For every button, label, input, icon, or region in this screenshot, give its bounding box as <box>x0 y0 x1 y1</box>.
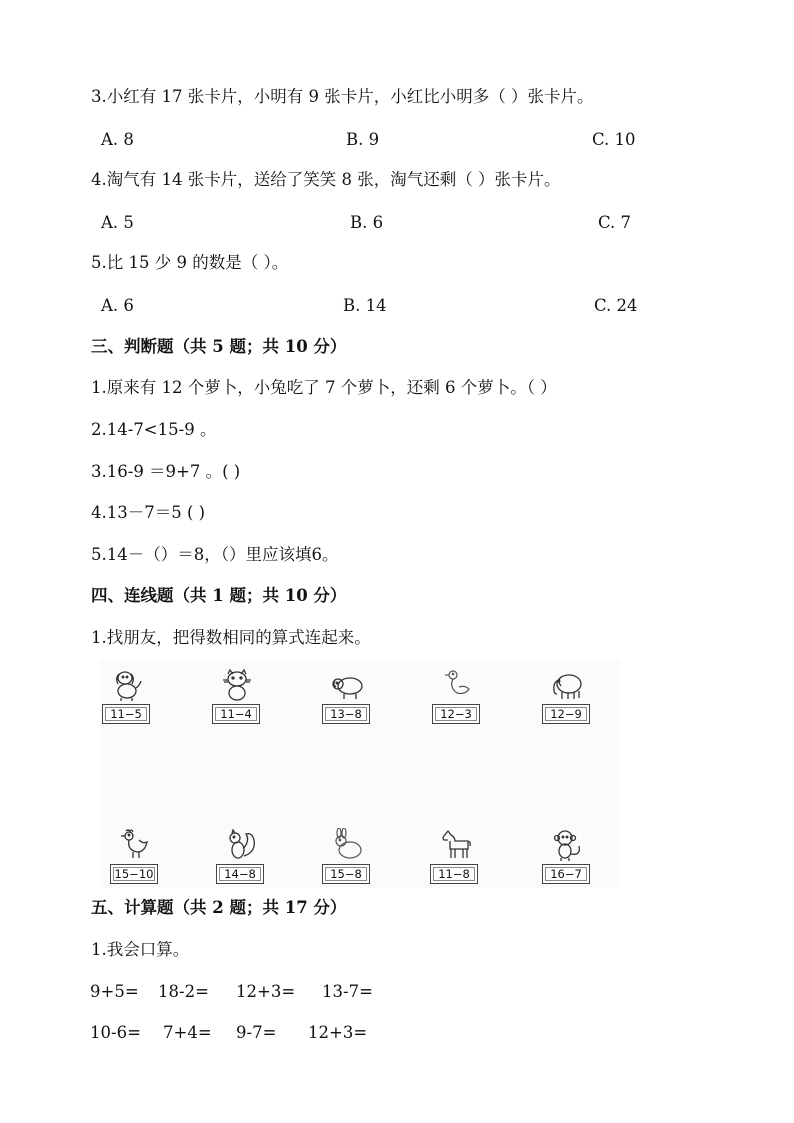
q3-option-a[interactable]: A. 8 <box>101 130 134 149</box>
question-4: 4.淘气有 14 张卡片，送给了笑笑 8 张，淘气还剩（ ）张卡片。 <box>91 170 561 189</box>
match-card-bottom-3[interactable] <box>320 828 376 892</box>
calc-item: 13-7= <box>322 982 373 1001</box>
judge-item-2: 2.14-7<15-9 。 <box>91 420 217 439</box>
expr-box <box>542 704 590 724</box>
q5-option-b[interactable]: B. 14 <box>343 296 387 315</box>
squirrel-icon <box>224 828 258 862</box>
expr-box <box>110 864 158 884</box>
q5-option-c[interactable]: C. 24 <box>594 296 638 315</box>
q4-option-a[interactable]: A. 5 <box>101 213 134 232</box>
section-match-heading: 四、连线题（共 1 题；共 10 分） <box>91 586 347 605</box>
match-card-bottom-4[interactable] <box>428 828 484 892</box>
match-card-bottom-1[interactable] <box>108 828 164 892</box>
cat-icon <box>220 668 254 702</box>
expr-text: 13−8 <box>330 707 362 721</box>
match-card-top-5[interactable] <box>540 668 596 732</box>
q5-option-a[interactable]: A. 6 <box>101 296 134 315</box>
match-card-bottom-5[interactable] <box>540 828 596 892</box>
q3-option-b[interactable]: B. 9 <box>346 130 380 149</box>
expr-box <box>102 704 150 724</box>
expr-text: 14−8 <box>224 867 256 881</box>
calc-item: 12+3= <box>236 982 296 1001</box>
expr-text: 16−7 <box>550 867 582 881</box>
section-judge-heading: 三、判断题（共 5 题；共 10 分） <box>91 337 347 356</box>
calc-item: 9+5= <box>90 982 139 1001</box>
calc-item: 7+4= <box>163 1023 212 1042</box>
q3-option-c[interactable]: C. 10 <box>592 130 636 149</box>
match-card-bottom-2[interactable] <box>214 828 270 892</box>
expr-text: 11−8 <box>438 867 470 881</box>
duck-icon <box>440 668 474 702</box>
calc-item: 9-7= <box>236 1023 277 1042</box>
calc-item: 10-6= <box>90 1023 141 1042</box>
expr-box <box>430 864 478 884</box>
judge-item-4: 4.13－7＝5 ( ) <box>91 503 206 522</box>
match-card-top-1[interactable] <box>100 668 156 732</box>
expr-text: 12−9 <box>550 707 582 721</box>
section-calc-heading: 五、计算题（共 2 题；共 17 分） <box>91 898 347 917</box>
expr-box <box>212 704 260 724</box>
q4-option-c[interactable]: C. 7 <box>598 213 632 232</box>
expr-text: 15−10 <box>114 867 154 881</box>
expr-box <box>542 864 590 884</box>
calc-item: 12+3= <box>308 1023 368 1042</box>
rooster-icon <box>118 828 152 862</box>
expr-text: 11−4 <box>220 707 252 721</box>
expr-box <box>322 704 370 724</box>
question-3: 3.小红有 17 张卡片，小明有 9 张卡片，小红比小明多（ ）张卡片。 <box>91 87 594 106</box>
calc-instruction: 1.我会口算。 <box>91 940 190 959</box>
elephant-icon <box>550 668 584 702</box>
expr-box <box>322 864 370 884</box>
question-5: 5.比 15 少 9 的数是（ ）。 <box>91 253 289 272</box>
judge-item-1: 1.原来有 12 个萝卜，小兔吃了 7 个萝卜，还剩 6 个萝卜。（ ） <box>91 378 557 397</box>
dog-icon <box>110 668 144 702</box>
sheep-icon <box>330 668 364 702</box>
expr-text: 12−3 <box>440 707 472 721</box>
match-card-top-3[interactable] <box>320 668 376 732</box>
calc-item: 18-2= <box>158 982 209 1001</box>
match-card-top-2[interactable] <box>210 668 266 732</box>
match-instruction: 1.找朋友，把得数相同的算式连起来。 <box>91 628 371 647</box>
judge-item-3: 3.16-9 ＝9+7 。( ) <box>91 462 241 481</box>
match-card-top-4[interactable] <box>430 668 486 732</box>
q4-option-b[interactable]: B. 6 <box>350 213 384 232</box>
monkey-icon <box>550 828 584 862</box>
expr-text: 11−5 <box>110 707 142 721</box>
horse-icon <box>438 828 472 862</box>
judge-item-5: 5.14－（）＝8，（）里应该填6。 <box>91 545 339 564</box>
expr-text: 15−8 <box>330 867 362 881</box>
expr-box <box>432 704 480 724</box>
expr-box <box>216 864 264 884</box>
rabbit-icon <box>330 828 364 862</box>
